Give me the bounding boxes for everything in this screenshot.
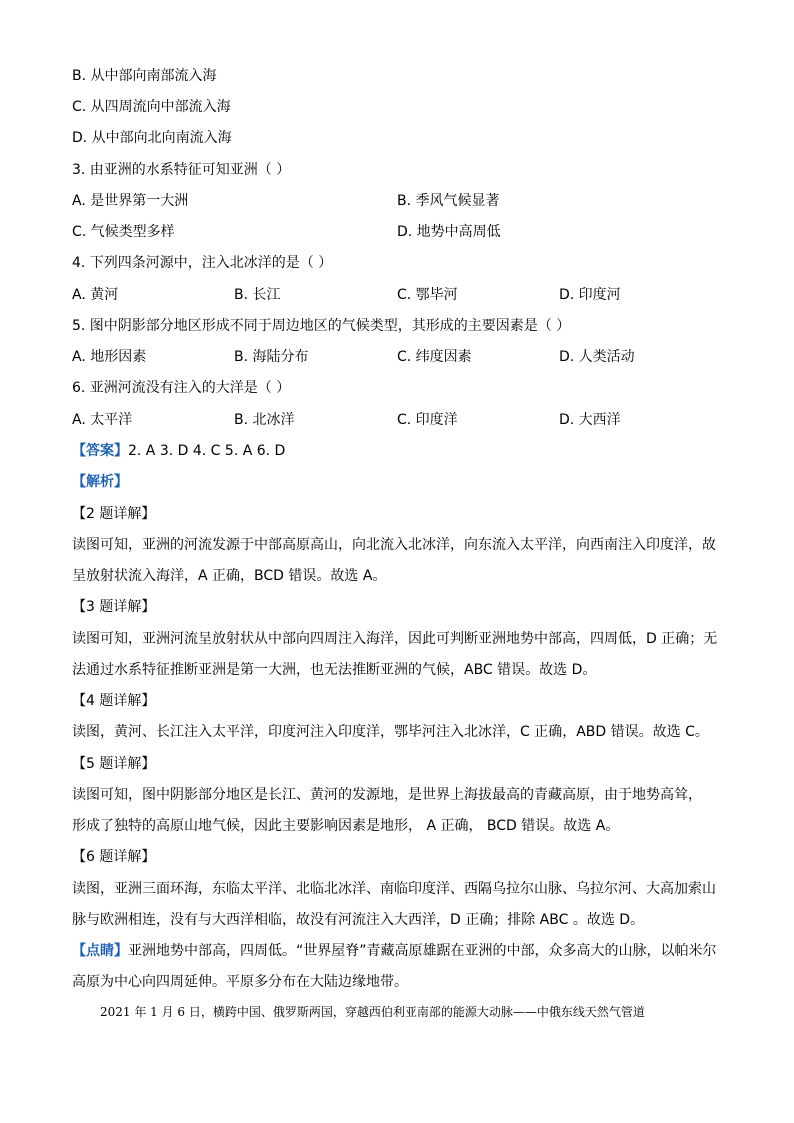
q6-option-d: D. 大西洋 bbox=[559, 412, 621, 428]
q3-option-d: D. 地势中高周低 bbox=[397, 224, 501, 240]
detail-3-line-2: 法通过水系特征推断亚洲是第一大洲，也无法推断亚洲的气候，ABC 错误。故选 D。 bbox=[72, 662, 597, 678]
q5-option-d: D. 人类活动 bbox=[559, 349, 635, 365]
q4-option-c: C. 鄂毕河 bbox=[397, 287, 458, 303]
detail-3-line-1: 读图可知，亚洲河流呈放射状从中部向四周注入海洋，因此可判断亚洲地势中部高，四周低，D 正确；无 bbox=[72, 631, 718, 647]
detail-6-heading: 【6 题详解】 bbox=[72, 849, 156, 865]
q4-option-d: D. 印度河 bbox=[559, 287, 621, 303]
detail-2-heading: 【2 题详解】 bbox=[72, 506, 156, 522]
q3-option-a: A. 是世界第一大洲 bbox=[72, 193, 189, 209]
q6-stem: 6. 亚洲河流没有注入的大洋是（ ） bbox=[72, 380, 291, 396]
answer-line bbox=[72, 441, 285, 461]
q3-option-c: C. 气候类型多样 bbox=[72, 224, 175, 240]
tip-line-1 bbox=[72, 941, 717, 961]
detail-5-heading: 【5 题详解】 bbox=[72, 756, 156, 772]
tip-text-1: 亚洲地势中部高，四周低。“世界屋脊”青藏高原雄踞在亚洲的中部，众多高大的山脉，以帕米尔 bbox=[128, 943, 717, 959]
detail-4-heading: 【4 题详解】 bbox=[72, 693, 156, 709]
q4-option-a: A. 黄河 bbox=[72, 287, 119, 303]
q2-option-c: C. 从四周流向中部流入海 bbox=[72, 99, 231, 115]
detail-5-line-1: 读图可知，图中阴影部分地区是长江、黄河的发源地，是世界上海拔最高的青藏高原，由于地势高耸， bbox=[72, 787, 702, 803]
q2-option-b: B. 从中部向南部流入海 bbox=[72, 68, 217, 84]
q2-option-d: D. 从中部向北向南流入海 bbox=[72, 130, 232, 146]
q6-option-a: A. 太平洋 bbox=[72, 412, 133, 428]
detail-2-line-1: 读图可知，亚洲的河流发源于中部高原高山，向北流入北冰洋，向东流入太平洋，向西南注入印度洋，故 bbox=[72, 537, 716, 553]
q3-option-b: B. 季风气候显著 bbox=[397, 193, 500, 209]
q5-option-a: A. 地形因素 bbox=[72, 349, 147, 365]
q5-option-b: B. 海陆分布 bbox=[234, 349, 309, 365]
analysis-label: 【解析】 bbox=[72, 474, 128, 490]
detail-6-line-1: 读图，亚洲三面环海，东临太平洋、北临北冰洋、南临印度洋、西隔乌拉尔山脉、乌拉尔河、大高加索山 bbox=[72, 881, 716, 897]
q4-option-b: B. 长江 bbox=[234, 287, 281, 303]
q4-stem: 4. 下列四条河源中，注入北冰洋的是（ ） bbox=[72, 255, 333, 271]
detail-2-line-2: 呈放射状流入海洋，A 正确，BCD 错误。故选 A。 bbox=[72, 568, 387, 584]
answer-label: 【答案】 bbox=[72, 443, 128, 459]
q5-stem: 5. 图中阴影部分地区形成不同于周边地区的气候类型，其形成的主要因素是（ ） bbox=[72, 318, 571, 334]
detail-6-line-2: 脉与欧洲相连，没有与大西洋相临，故没有河流注入大西洋，D 正确；排除 ABC 。故选 D。 bbox=[72, 912, 645, 928]
tip-label: 【点睛】 bbox=[72, 943, 128, 959]
q6-option-c: C. 印度洋 bbox=[397, 412, 458, 428]
next-question-intro: 2021 年 1 月 6 日，横跨中国、俄罗斯两国，穿越西伯利亚南部的能源大动脉——中俄东线天然气管道 bbox=[100, 1005, 645, 1019]
detail-4-line-1: 读图，黄河、长江注入太平洋，印度河注入印度洋，鄂毕河注入北冰洋，C 正确，ABD 错误。故选 C。 bbox=[72, 724, 709, 740]
detail-3-heading: 【3 题详解】 bbox=[72, 599, 156, 615]
answer-text: 2. A 3. D 4. C 5. A 6. D bbox=[128, 443, 286, 459]
q6-option-b: B. 北冰洋 bbox=[234, 412, 295, 428]
detail-5-line-2: 形成了独特的高原山地气候，因此主要影响因素是地形， A 正确， BCD 错误。故选 A。 bbox=[72, 818, 620, 834]
tip-line-2: 高原为中心向四周延伸。平原多分布在大陆边缘地带。 bbox=[72, 974, 408, 990]
q3-stem: 3. 由亚洲的水系特征可知亚洲（ ） bbox=[72, 162, 291, 178]
q5-option-c: C. 纬度因素 bbox=[397, 349, 472, 365]
